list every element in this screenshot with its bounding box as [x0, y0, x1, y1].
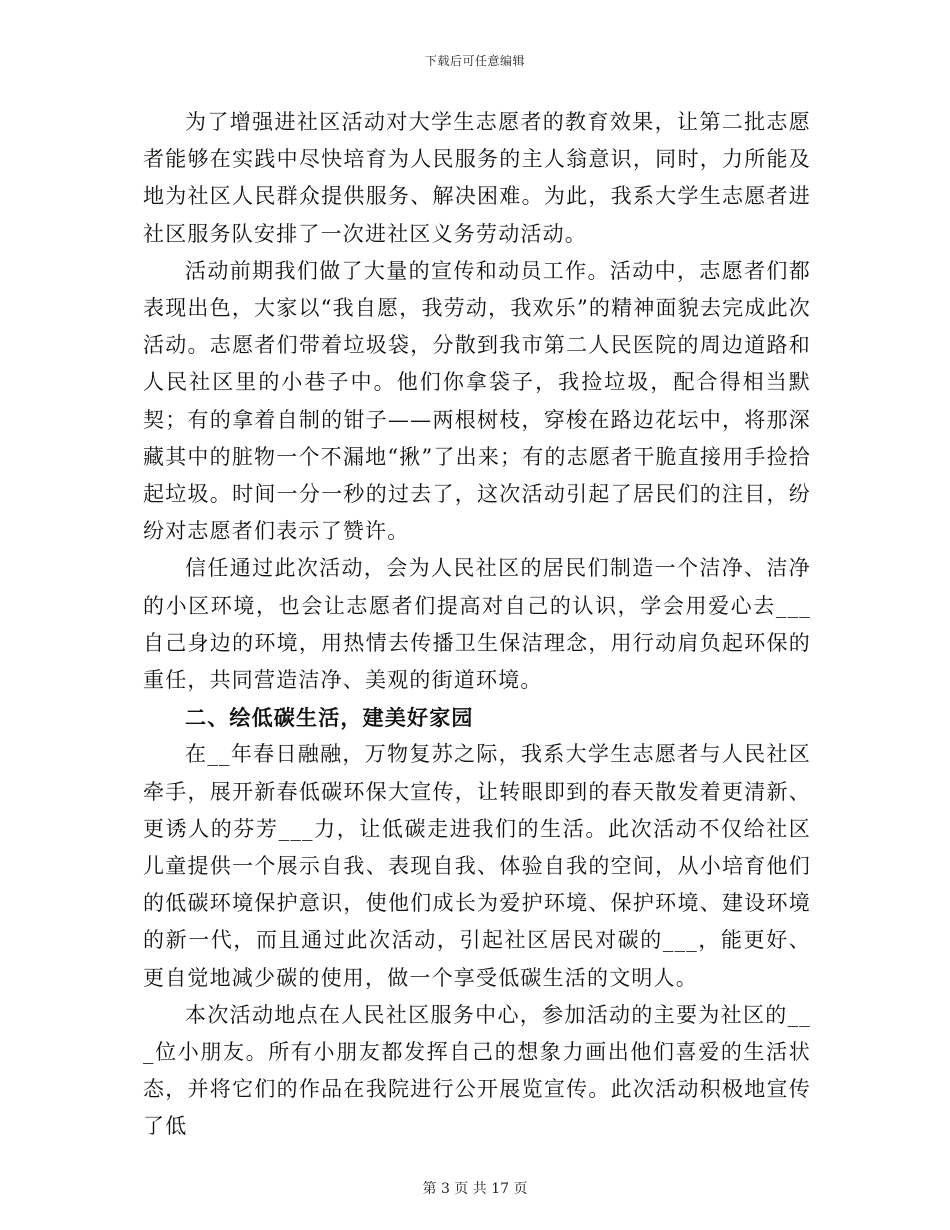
section-heading: 二、绘低碳生活，建美好家园 [185, 705, 474, 731]
body-paragraph: 在__年春日融融，万物复苏之际，我系大学生志愿者与人民社区牵手，展开新春低碳环保大宣传，让转眼即到的春天散发着更清新、更诱人的芬芳___力，让低碳走进我们的生活。此次活动不仅给社区儿童提供一个展示自我、表现自我、体验自我的空间，从小培育他们的低碳环境保护意识，使他们成长为爱护环境、保护环境、建设环境的新一代，而且通过此次活动，引起社区居民对碳的___，能更好、更自觉地减少碳的使用，做一个享受低碳生活的文明人。 [143, 742, 811, 990]
body-paragraph: 为了增强进社区活动对大学生志愿者的教育效果，让第二批志愿者能够在实践中尽快培育为人民服务的主人翁意识，同时，力所能及地为社区人民群众提供服务、解决困难。为此，我系大学生志愿者进社区服务队安排了一次进社区义务劳动活动。 [143, 110, 811, 246]
body-paragraph: 信任通过此次活动，会为人民社区的居民们制造一个洁净、洁净的小区环境，也会让志愿者们提高对自己的认识，学会用爱心去___自己身边的环境，用热情去传播卫生保洁理念，用行动肩负起环保的重任，共同营造洁净、美观的街道环境。 [143, 556, 811, 693]
body-paragraph: 本次活动地点在人民社区服务中心，参加活动的主要为社区的___位小朋友。所有小朋友都发挥自己的想象力画出他们喜爱的生活状态，并将它们的作品在我院进行公开展览宣传。此次活动积极地宣传了低 [143, 1002, 811, 1139]
page-number: 第 3 页 共 17 页 [422, 1181, 528, 1197]
body-paragraph: 活动前期我们做了大量的宣传和动员工作。活动中，志愿者们都表现出色，大家以“我自愿，我劳动，我欢乐”的精神面貌去完成此次活动。志愿者们带着垃圾袋，分散到我市第二人民医院的周边道路和人民社区里的小巷子中。他们你拿袋子，我捡垃圾，配合得相当默契；有的拿着自制的钳子——两根树枝，穿梭在路边花坛中，将那深藏其中的脏物一个不漏地“揪”了出来；有的志愿者干脆直接用手捡拾起垃圾。时间一分一秒的过去了，这次活动引起了居民们的注目，纷纷对志愿者们表示了赞许。 [143, 258, 811, 544]
document-body [143, 104, 811, 1146]
page-header-note: 下载后可任意编辑 [424, 54, 525, 68]
